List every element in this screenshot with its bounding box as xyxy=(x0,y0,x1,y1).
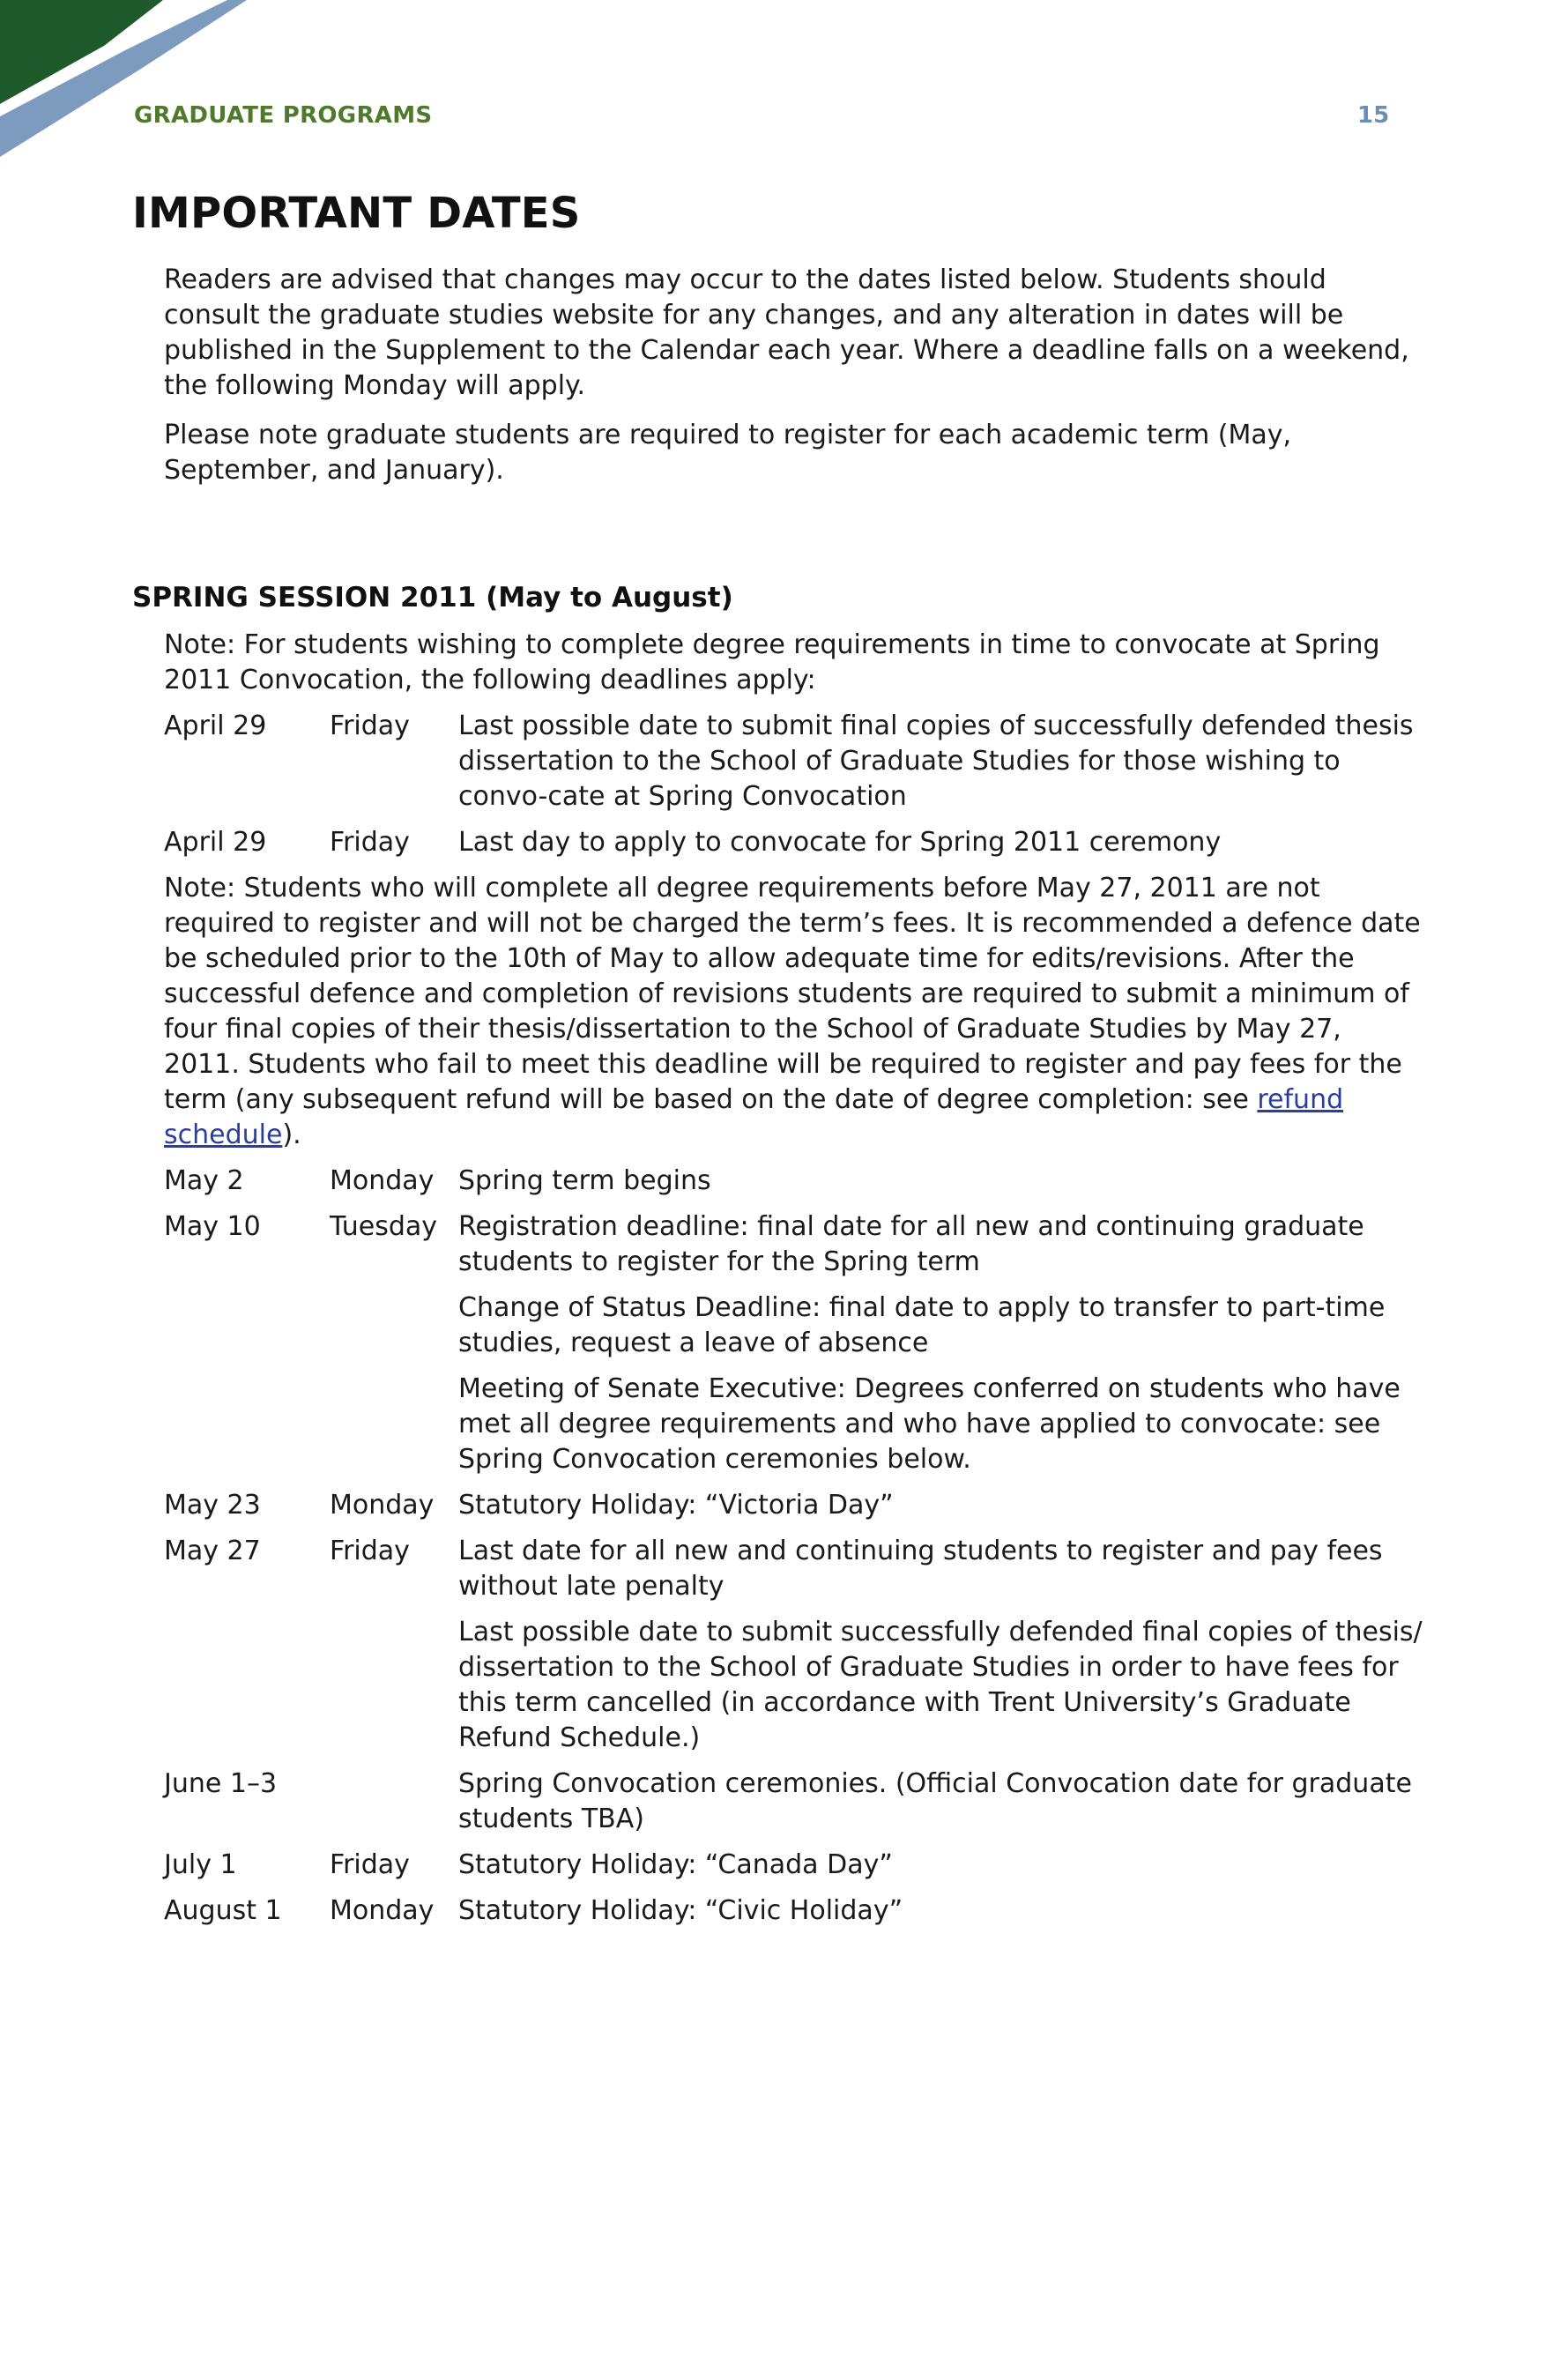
date-cell: May 23 xyxy=(164,1490,261,1521)
description-text: Statutory Holiday: “Canada Day” xyxy=(458,1849,893,1880)
description-text: Change of Status Deadline: final date to apply to transfer to part-time studies, request a leave of absence xyxy=(458,1292,1386,1358)
date-cell: August 1 xyxy=(164,1895,282,1926)
note-convocation: Note: For students wishing to complete degree requirements in time to convocate at Spring 2011 Convocation, the following deadlines apply: xyxy=(164,629,1380,695)
date-cell: May 10 xyxy=(164,1211,261,1242)
weekday-cell: Friday xyxy=(330,827,410,858)
description-cell xyxy=(458,1164,1424,1199)
intro-paragraph: Please note graduate students are required to register for each academic term (May, September, and January). xyxy=(164,420,1292,486)
date-row xyxy=(164,1766,1424,1837)
description-text: Last date for all new and continuing students to register and pay fees without late penalty xyxy=(458,1536,1383,1602)
description-text: Last day to apply to convocate for Spring 2011 ceremony xyxy=(458,827,1222,858)
dates-table-b xyxy=(164,1164,1424,1929)
description-cell xyxy=(458,825,1424,860)
date-cell: July 1 xyxy=(164,1849,237,1880)
description-text: Meeting of Senate Executive: Degrees conferred on students who have met all degree requirements and who have applied to convocate: see Spring Convocation ceremonies below. xyxy=(458,1373,1401,1475)
description-cell xyxy=(458,1534,1424,1756)
description-cell xyxy=(458,1766,1424,1837)
intro-paragraph: Readers are advised that changes may occur to the dates listed below. Students should consult the graduate studies website for any changes, and any alteration in dates will be published in the Supplement to the Calendar each year. Where a deadline falls on a weekend, the following Monday will apply. xyxy=(164,264,1409,401)
date-row xyxy=(164,1209,1424,1477)
description-text: Statutory Holiday: “Victoria Day” xyxy=(458,1490,894,1521)
weekday-cell: Friday xyxy=(330,1849,410,1880)
weekday-cell: Monday xyxy=(330,1490,435,1521)
weekday-cell: Friday xyxy=(330,1536,410,1566)
dates-table-a xyxy=(164,709,1424,860)
date-cell: April 29 xyxy=(164,710,267,741)
date-row xyxy=(164,1488,1424,1523)
weekday-cell: Monday xyxy=(330,1895,435,1926)
note-registration xyxy=(164,871,1424,1153)
corner-decoration xyxy=(0,0,247,167)
running-header: GRADUATE PROGRAMS xyxy=(134,102,433,129)
intro xyxy=(164,263,1424,502)
description-cell xyxy=(458,1488,1424,1523)
note-text: Note: Students who will complete all degree requirements before May 27, 2011 are not required to register and will not be charged the term’s fees. It is recommended a defence date be scheduled prior to the 10th of May to allow adequate time for edits/revisions. After the successful defence and completion of revisions students are required to submit a minimum of four final copies of their thesis/dissertation to the School of Graduate Studies by May 27, 2011. Students who fail to meet this deadline will be required to register and pay fees for the term (any subsequent refund will be based on the date of degree completion: see xyxy=(164,873,1421,1115)
description-text: Spring term begins xyxy=(458,1165,711,1196)
section-title: SPRING SESSION 2011 (May to August) xyxy=(132,582,733,614)
weekday-cell: Monday xyxy=(330,1165,435,1196)
refund-schedule-link[interactable]: refund schedule xyxy=(164,1084,1344,1150)
date-row xyxy=(164,1164,1424,1199)
date-cell: April 29 xyxy=(164,827,267,858)
description-cell xyxy=(458,1893,1424,1929)
date-row xyxy=(164,1534,1424,1756)
description-text: Last possible date to submit final copies of successfully defended thesis dissertation to the School of Graduate Studies for those wishing to convo-cate at Spring Convocation xyxy=(458,710,1414,812)
date-row xyxy=(164,1893,1424,1929)
description-cell xyxy=(458,1209,1424,1477)
description-text: Last possible date to submit successfully defended final copies of thesis/ dissertation to the School of Graduate Studies in order to have fees for this term cancelled (in accordance with Trent University’s Graduate Refund Schedule.) xyxy=(458,1617,1423,1753)
weekday-cell xyxy=(330,1766,458,1837)
date-cell: June 1–3 xyxy=(164,1768,278,1799)
date-row xyxy=(164,825,1424,860)
description-cell xyxy=(458,1848,1424,1883)
date-cell: May 2 xyxy=(164,1165,244,1196)
description-text: Registration deadline: final date for all new and continuing graduate students to register for the Spring term xyxy=(458,1211,1364,1277)
date-cell: May 27 xyxy=(164,1536,261,1566)
weekday-cell: Tuesday xyxy=(330,1211,438,1242)
description-cell xyxy=(458,709,1424,814)
page-number: 15 xyxy=(1357,102,1390,129)
date-row xyxy=(164,1848,1424,1883)
dates-content xyxy=(164,628,1424,1939)
description-text: Statutory Holiday: “Civic Holiday” xyxy=(458,1895,903,1926)
weekday-cell: Friday xyxy=(330,710,410,741)
date-row xyxy=(164,709,1424,814)
page-title: IMPORTANT DATES xyxy=(132,189,581,238)
description-text: Spring Convocation ceremonies. (Official Convocation date for graduate students TBA) xyxy=(458,1768,1412,1834)
note-text-end: ). xyxy=(282,1119,301,1150)
